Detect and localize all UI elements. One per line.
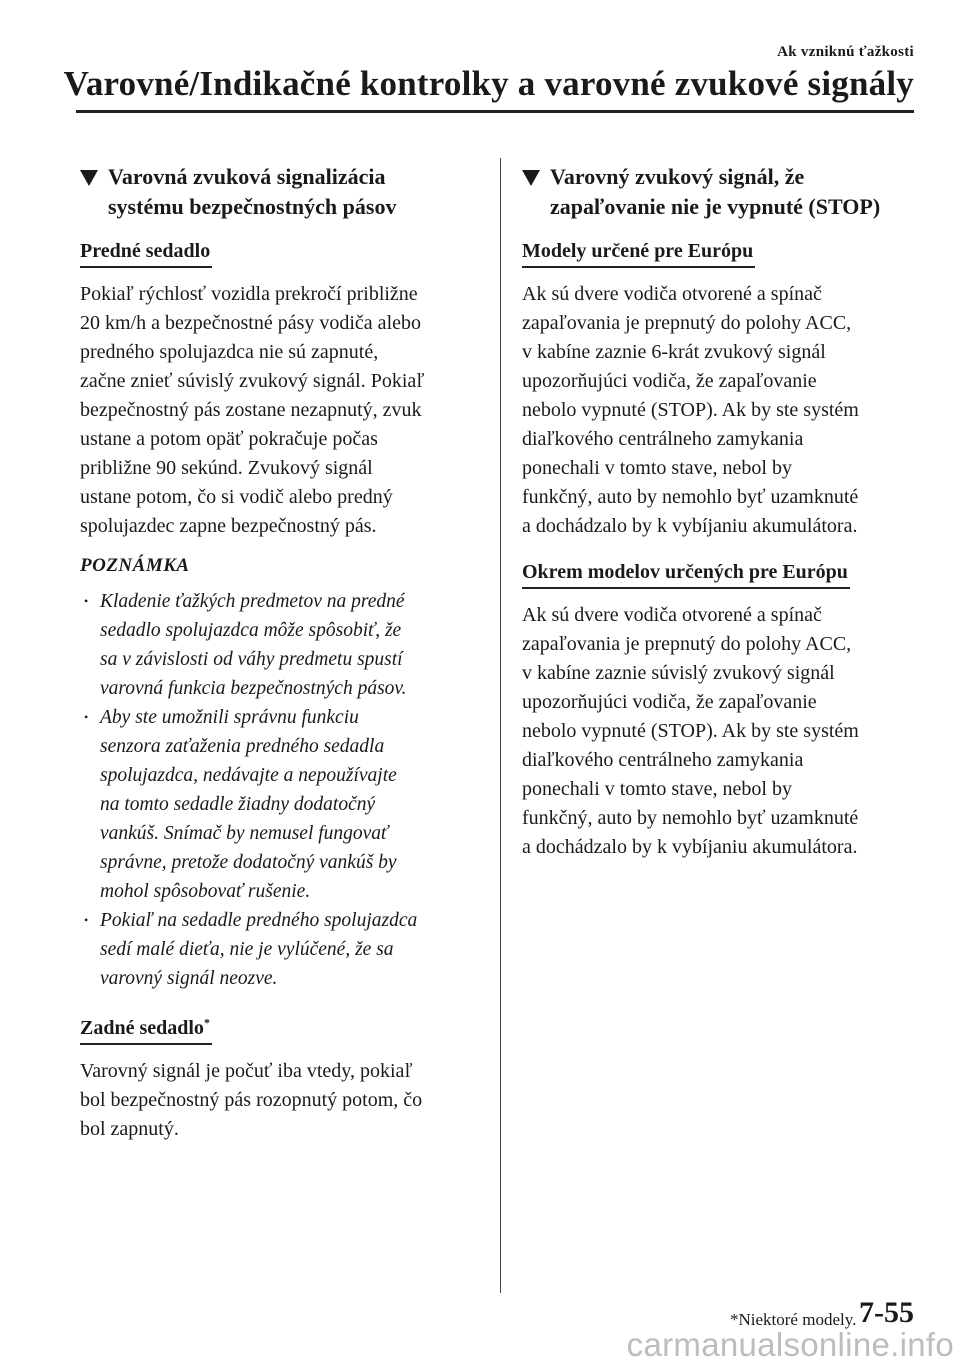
text-line: nebolo vypnuté (STOP). Ak by ste systém [522, 720, 859, 742]
text-line: zapaľovania je prepnutý do polohy ACC, [522, 633, 852, 655]
text-line: spolujazdec zapne bezpečnostný pás. [80, 515, 377, 537]
paragraph-europe [522, 280, 922, 541]
chapter-label: Ak vzniknú ťažkosti [777, 44, 914, 60]
section-heading-seatbelt [80, 162, 480, 222]
text-line: Kladenie ťažkých predmetov na predné [100, 591, 405, 612]
note-title: POZNÁMKA [80, 555, 190, 576]
footnote: *Niektoré modely. [730, 1310, 857, 1329]
footnote-marker: * [203, 1015, 210, 1030]
text-line: bezpečnostný pás zostane nezapnutý, zvuk [80, 399, 422, 421]
right-column [522, 162, 922, 876]
text-line: sedí malé dieťa, nie je vylúčené, že sa [100, 939, 394, 960]
subheading-europe: Modely určené pre Európu [522, 238, 755, 268]
section-heading-ignition [522, 162, 922, 222]
column-divider [500, 158, 501, 1293]
text-line: a dochádzalo by k vybíjaniu akumulátora. [522, 836, 858, 858]
text-line: spolujazdca, nedávajte a nepoužívajte [100, 765, 397, 786]
paragraph-front-seat [80, 280, 480, 541]
text-line: ponechali v tomto stave, nebol by [522, 457, 792, 479]
subheading-front-seat: Predné sedadlo [80, 238, 212, 268]
note-item [80, 703, 480, 906]
section-title-line: Varovný zvukový signál, že [550, 164, 805, 189]
text-line: diaľkového centrálneho zamykania [522, 428, 804, 450]
note-list [80, 587, 480, 993]
text-line: Pokiaľ na sedadle predného spolujazdca [100, 910, 418, 931]
text-line: varovná funkcia bezpečnostných pásov. [100, 678, 407, 699]
text-line: v kabíne zaznie súvislý zvukový signál [522, 662, 835, 684]
text-line: na tomto sedadle žiadny dodatočný [100, 794, 376, 815]
text-line: upozorňujúci vodiča, že zapaľovanie [522, 691, 817, 713]
text-line: ustane a potom opäť pokračuje počas [80, 428, 378, 450]
text-line: približne 90 sekúnd. Zvukový signál [80, 457, 373, 479]
text-line: funkčný, auto by nemohlo byť uzamknuté [522, 486, 859, 508]
section-title-line: zapaľovanie nie je vypnuté (STOP) [550, 194, 881, 219]
text-line: bol zapnutý. [80, 1118, 179, 1140]
text-line: ponechali v tomto stave, nebol by [522, 778, 792, 800]
subheading-rear-seat [80, 1015, 212, 1045]
rear-seat-heading-text: Zadné sedadlo [80, 1017, 204, 1039]
text-line: správne, pretože dodatočný vankúš by [100, 852, 397, 873]
text-line: senzora zaťaženia predného sedadla [100, 736, 385, 757]
text-line: upozorňujúci vodiča, že zapaľovanie [522, 370, 817, 392]
text-line: sedadlo spolujazdca môže spôsobiť, že [100, 620, 402, 641]
text-line: Aby ste umožnili správnu funkciu [100, 707, 359, 728]
section-title-line: Varovná zvuková signalizácia [108, 164, 386, 189]
text-line: nebolo vypnuté (STOP). Ak by ste systém [522, 399, 859, 421]
paragraph-rear-seat [80, 1057, 480, 1144]
text-line: a dochádzalo by k vybíjaniu akumulátora. [522, 515, 858, 537]
text-line: ustane potom, čo si vodič alebo predný [80, 486, 393, 508]
text-line: bol bezpečnostný pás rozopnutý potom, čo [80, 1089, 423, 1111]
note-item [80, 906, 480, 993]
text-line: zapaľovania je prepnutý do polohy ACC, [522, 312, 852, 334]
page-title: Varovné/Indikačné kontrolky a varovné zvukové signály [63, 64, 914, 103]
text-line: varovný signál neozve. [100, 968, 278, 989]
page-number: 7-55 [859, 1296, 914, 1329]
paragraph-non-europe [522, 601, 922, 862]
text-line: v kabíne zaznie 6-krát zvukový signál [522, 341, 826, 363]
text-line: predného spolujazdca nie sú zapnuté, [80, 341, 379, 363]
watermark: carmanualsonline.info [626, 1326, 954, 1363]
text-line: sa v závislosti od váhy predmetu spustí [100, 649, 403, 670]
header-rule [76, 110, 914, 113]
text-line: vankúš. Snímač by nemusel fungovať [100, 823, 389, 844]
text-line: diaľkového centrálneho zamykania [522, 749, 804, 771]
text-line: Varovný signál je počuť iba vtedy, pokiaľ [80, 1060, 413, 1082]
text-line: Ak sú dvere vodiča otvorené a spínač [522, 604, 822, 626]
subheading-non-europe: Okrem modelov určených pre Európu [522, 559, 850, 589]
text-line: 20 km/h a bezpečnostné pásy vodiča alebo [80, 312, 421, 334]
triangle-marker-icon [80, 170, 98, 186]
section-title-line: systému bezpečnostných pásov [108, 194, 397, 219]
note-item [80, 587, 480, 703]
text-line: Pokiaľ rýchlosť vozidla prekročí približne [80, 283, 418, 305]
left-column [80, 162, 480, 1158]
text-line: mohol spôsobovať rušenie. [100, 881, 311, 902]
triangle-marker-icon [522, 170, 540, 186]
text-line: začne znieť súvislý zvukový signál. Pokiaľ [80, 370, 425, 392]
text-line: Ak sú dvere vodiča otvorené a spínač [522, 283, 822, 305]
text-line: funkčný, auto by nemohlo byť uzamknuté [522, 807, 859, 829]
